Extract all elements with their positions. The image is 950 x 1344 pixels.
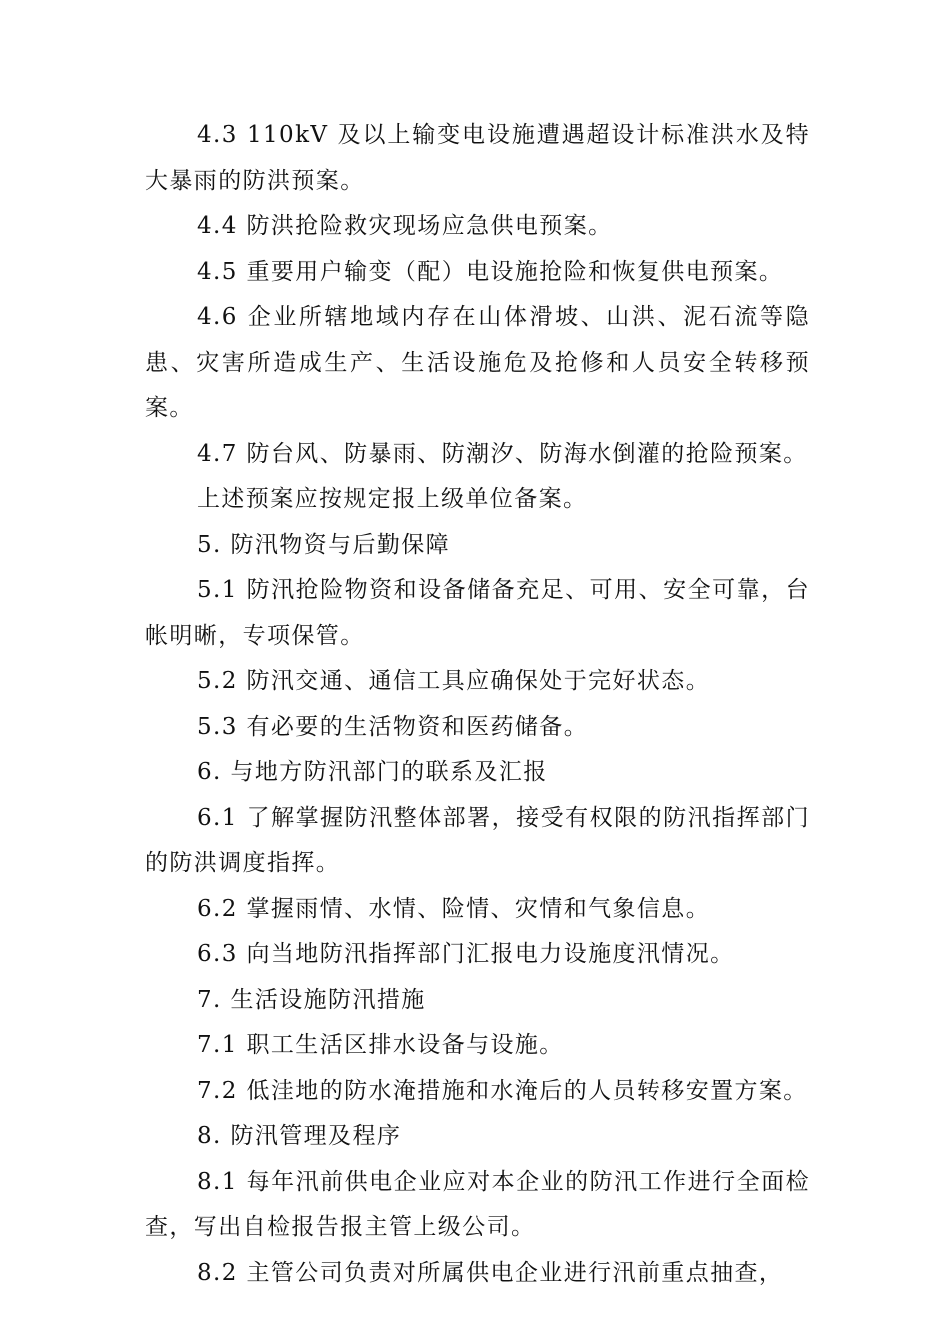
- paragraph-4-6: 4.6 企业所辖地域内存在山体滑坡、山洪、泥石流等隐患、灾害所造成生产、生活设施危及抢修和人员安全转移预案。: [145, 304, 810, 421]
- paragraph-8-2: 8.2 主管公司负责对所属供电企业进行汛前重点抽查，: [197, 1259, 784, 1286]
- section-heading-5: 5. 防汛物资与后勤保障: [197, 531, 451, 558]
- paragraph-4-7: 4.7 防台风、防暴雨、防潮汐、防海水倒灌的抢险预案。: [197, 440, 808, 467]
- paragraph-5-3: 5.3 有必要的生活物资和医药储备。: [197, 713, 589, 740]
- paragraph-4-3: 4.3 110kV 及以上输变电设施遭遇超设计标准洪水及特大暴雨的防洪预案。: [145, 122, 810, 194]
- paragraph-filing-note: 上述预案应按规定报上级单位备案。: [197, 486, 588, 512]
- paragraph-7-1: 7.1 职工生活区排水设备与设施。: [197, 1032, 564, 1058]
- section-heading-7: 7. 生活设施防汛措施: [197, 986, 426, 1013]
- section-heading-6: 6. 与地方防汛部门的联系及汇报: [197, 759, 548, 785]
- paragraph-8-1: 8.1 每年汛前供电企业应对本企业的防汛工作进行全面检查，写出自检报告报主管上级公司。: [145, 1168, 810, 1240]
- paragraph-6-2: 6.2 掌握雨情、水情、险情、灾情和气象信息。: [197, 895, 711, 922]
- paragraph-4-5: 4.5 重要用户输变（配）电设施抢险和恢复供电预案。: [197, 258, 784, 285]
- paragraph-5-1: 5.1 防汛抢险物资和设备储备充足、可用、安全可靠，台帐明晰，专项保管。: [145, 577, 810, 649]
- paragraph-4-4: 4.4 防洪抢险救灾现场应急供电预案。: [197, 213, 613, 239]
- document-body: [145, 113, 810, 1296]
- paragraph-7-2: 7.2 低洼地的防水淹措施和水淹后的人员转移安置方案。: [197, 1077, 808, 1104]
- paragraph-5-2: 5.2 防汛交通、通信工具应确保处于完好状态。: [197, 668, 711, 694]
- paragraph-6-1: 6.1 了解掌握防汛整体部署，接受有权限的防汛指挥部门的防洪调度指挥。: [145, 804, 810, 876]
- section-heading-8: 8. 防汛管理及程序: [197, 1123, 402, 1149]
- paragraph-6-3: 6.3 向当地防汛指挥部门汇报电力设施度汛情况。: [197, 941, 735, 967]
